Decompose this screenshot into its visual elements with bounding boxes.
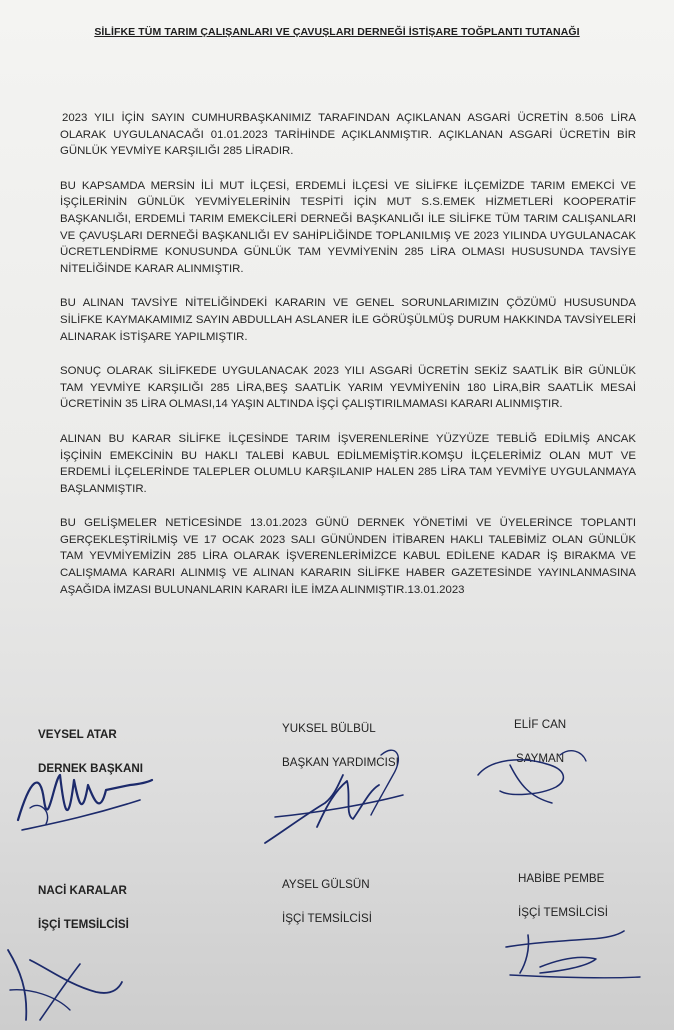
paragraph: ALINAN BU KARAR SİLİFKE İLÇESİNDE TARIM İŞVERENLERİNE YÜZYÜZE TEBLİĞ EDİLMİŞ ANCAK İŞÇİNİN EMEKCİNİN BU HAKLI TALEBİ KABUL EDİLMEMİŞTİR.KOMŞU İLÇELERİMİZ OLAN MUT VE ERDEMLİ İLÇELERİNDE TALEPLER OLUMLU KARŞILANIP HALEN 285 LİRA TAM YEVMİYE UYGULANMAYA BAŞLANMIŞTIR. (60, 432, 636, 495)
signatory-role: İŞÇİ TEMSİLCİSİ (38, 918, 129, 931)
signatory-role: BAŞKAN YARDIMCISI (282, 756, 399, 769)
signatory-name: NACİ KARALAR (38, 884, 127, 897)
signatory-name: YUKSEL BÜLBÜL (282, 722, 376, 735)
signatory-name: VEYSEL ATAR (38, 728, 117, 741)
signatory-block (282, 712, 399, 780)
document-title (0, 26, 674, 38)
signatory-block (518, 862, 608, 930)
paragraph: SONUÇ OLARAK SİLİFKEDE UYGULANACAK 2023 YILI ASGARİ ÜCRETİN SEKİZ SAATLİK BİR GÜNLÜK TAM YEVMİYE KARŞILIĞI 285 LİRA,BEŞ SAATLİK YARIM YEVMİYENİN 180 LİRA,BİR SAATLİK MESAİ ÜCRETİNİN 35 LİRA OLMASI,14 YAŞIN ALTINDA İŞÇİ ÇALIŞTIRILMAMASI KARARI ALINMIŞTIR. (60, 365, 636, 411)
signatory-block (514, 708, 566, 776)
paragraph: BU ALINAN TAVSİYE NİTELİĞİNDEKİ KARARIN VE GENEL SORUNLARIMIZIN ÇÖZÜMÜ HUSUSUNDA SİLİFKE KAYMAKAMIMIZ SAYIN ABDULLAH ASLANER İLE GÖRÜŞÜLMÜŞ DURUM HAKKINDA TAVSİYELERİ ALINARAK İSTİŞARE YAPILMIŞTIR. (60, 297, 636, 343)
signatory-name: HABİBE PEMBE (518, 872, 605, 885)
signatory-name: ELİF CAN (514, 718, 567, 731)
signatory-role: İŞÇİ TEMSİLCİSİ (282, 912, 372, 925)
signatory-role: İŞÇİ TEMSİLCİSİ (518, 906, 608, 919)
signatory-block (38, 874, 129, 942)
signatory-name: AYSEL GÜLSÜN (282, 878, 370, 891)
signature-naci-karalar (0, 930, 130, 1030)
paragraph: BU GELİŞMELER NETİCESİNDE 13.01.2023 GÜNÜ DERNEK YÖNETİMİ VE ÜYELERİNCE TOPLANTI GERÇEKLEŞTİRİLMİŞ VE 17 OCAK 2023 SALI GÜNÜNDEN İTİBAREN HAKLI TALEBİMİZ OLAN GÜNLÜK TAM YEVMİYEMİZİN 285 LİRA OLARAK İŞVERENLERİMİZCE KABUL EDİLENE KADAR İŞ BIRAKMA VE CALIŞMAMA KARARI ALINMIŞ VE ALINAN KARARIN SİLİFKE HABER GAZETESİNDE YAYINLANMASINA AŞAĞIDA İMZASI BULUNANLARIN KARARI İLE İMZA ALINMIŞTIR.13.01.2023 (60, 517, 636, 596)
paragraph: 2023 YILI İÇİN SAYIN CUMHURBAŞKANIMIZ TARAFINDAN AÇIKLANAN ASGARİ ÜCRETİN 8.506 LİRA OLARAK UYGULANACAĞI 01.01.2023 TARİHİNDE AÇIKLANMIŞTIR. AÇIKLANAN ASGARİ ÜCRETİN BİR GÜNLÜK YEVMİYE KARŞILIĞI 285 LİRADIR. (60, 112, 636, 158)
title-text: SİLİFKE TÜM TARIM ÇALIŞANLARI VE ÇAVUŞLARI DERNEĞİ İSTİŞARE TOĞPLANTI TUTANAĞI (94, 26, 580, 38)
signatory-role: SAYMAN (516, 752, 565, 765)
paragraph: BU KAPSAMDA MERSİN İLİ MUT İLÇESİ, ERDEMLİ İLÇESİ VE SİLİFKE İLÇEMİZDE TARIM EMEKCİ VE İŞÇİLERİNİN GÜNLÜK YEVMİYELERİNİN TESPİTİ İÇİN MUT S.S.EMEK HİZMETLERİ KOOPERATİF BAŞKANLIĞI, ERDEMLİ TARIM EMEKCİLERİ DERNEĞİ BAŞKANLIĞI İLE SİLİFKE TÜM TARIM CALIŞANLARI VE ÇAVUŞLARI DERNEĞİ BAŞKANLIĞI EV SAHİPLİĞİNDE TOPLANILMIŞ VE 2023 YILINDA UYGULANACAK ÜCRETLENDİRME KONUSUNDA GÜNLÜK TAM YEVMİYENİN 285 LİRA OLMASI HUSUSUNDA TAVSİYE NİTELİĞİNDE KARAR ALINMIŞTIR. (60, 179, 636, 275)
signatory-role: DERNEK BAŞKANI (38, 762, 143, 775)
signatory-block (282, 868, 372, 936)
document-body (60, 110, 636, 616)
signature-habibe-pembe (500, 925, 650, 985)
signatory-block (38, 718, 143, 786)
